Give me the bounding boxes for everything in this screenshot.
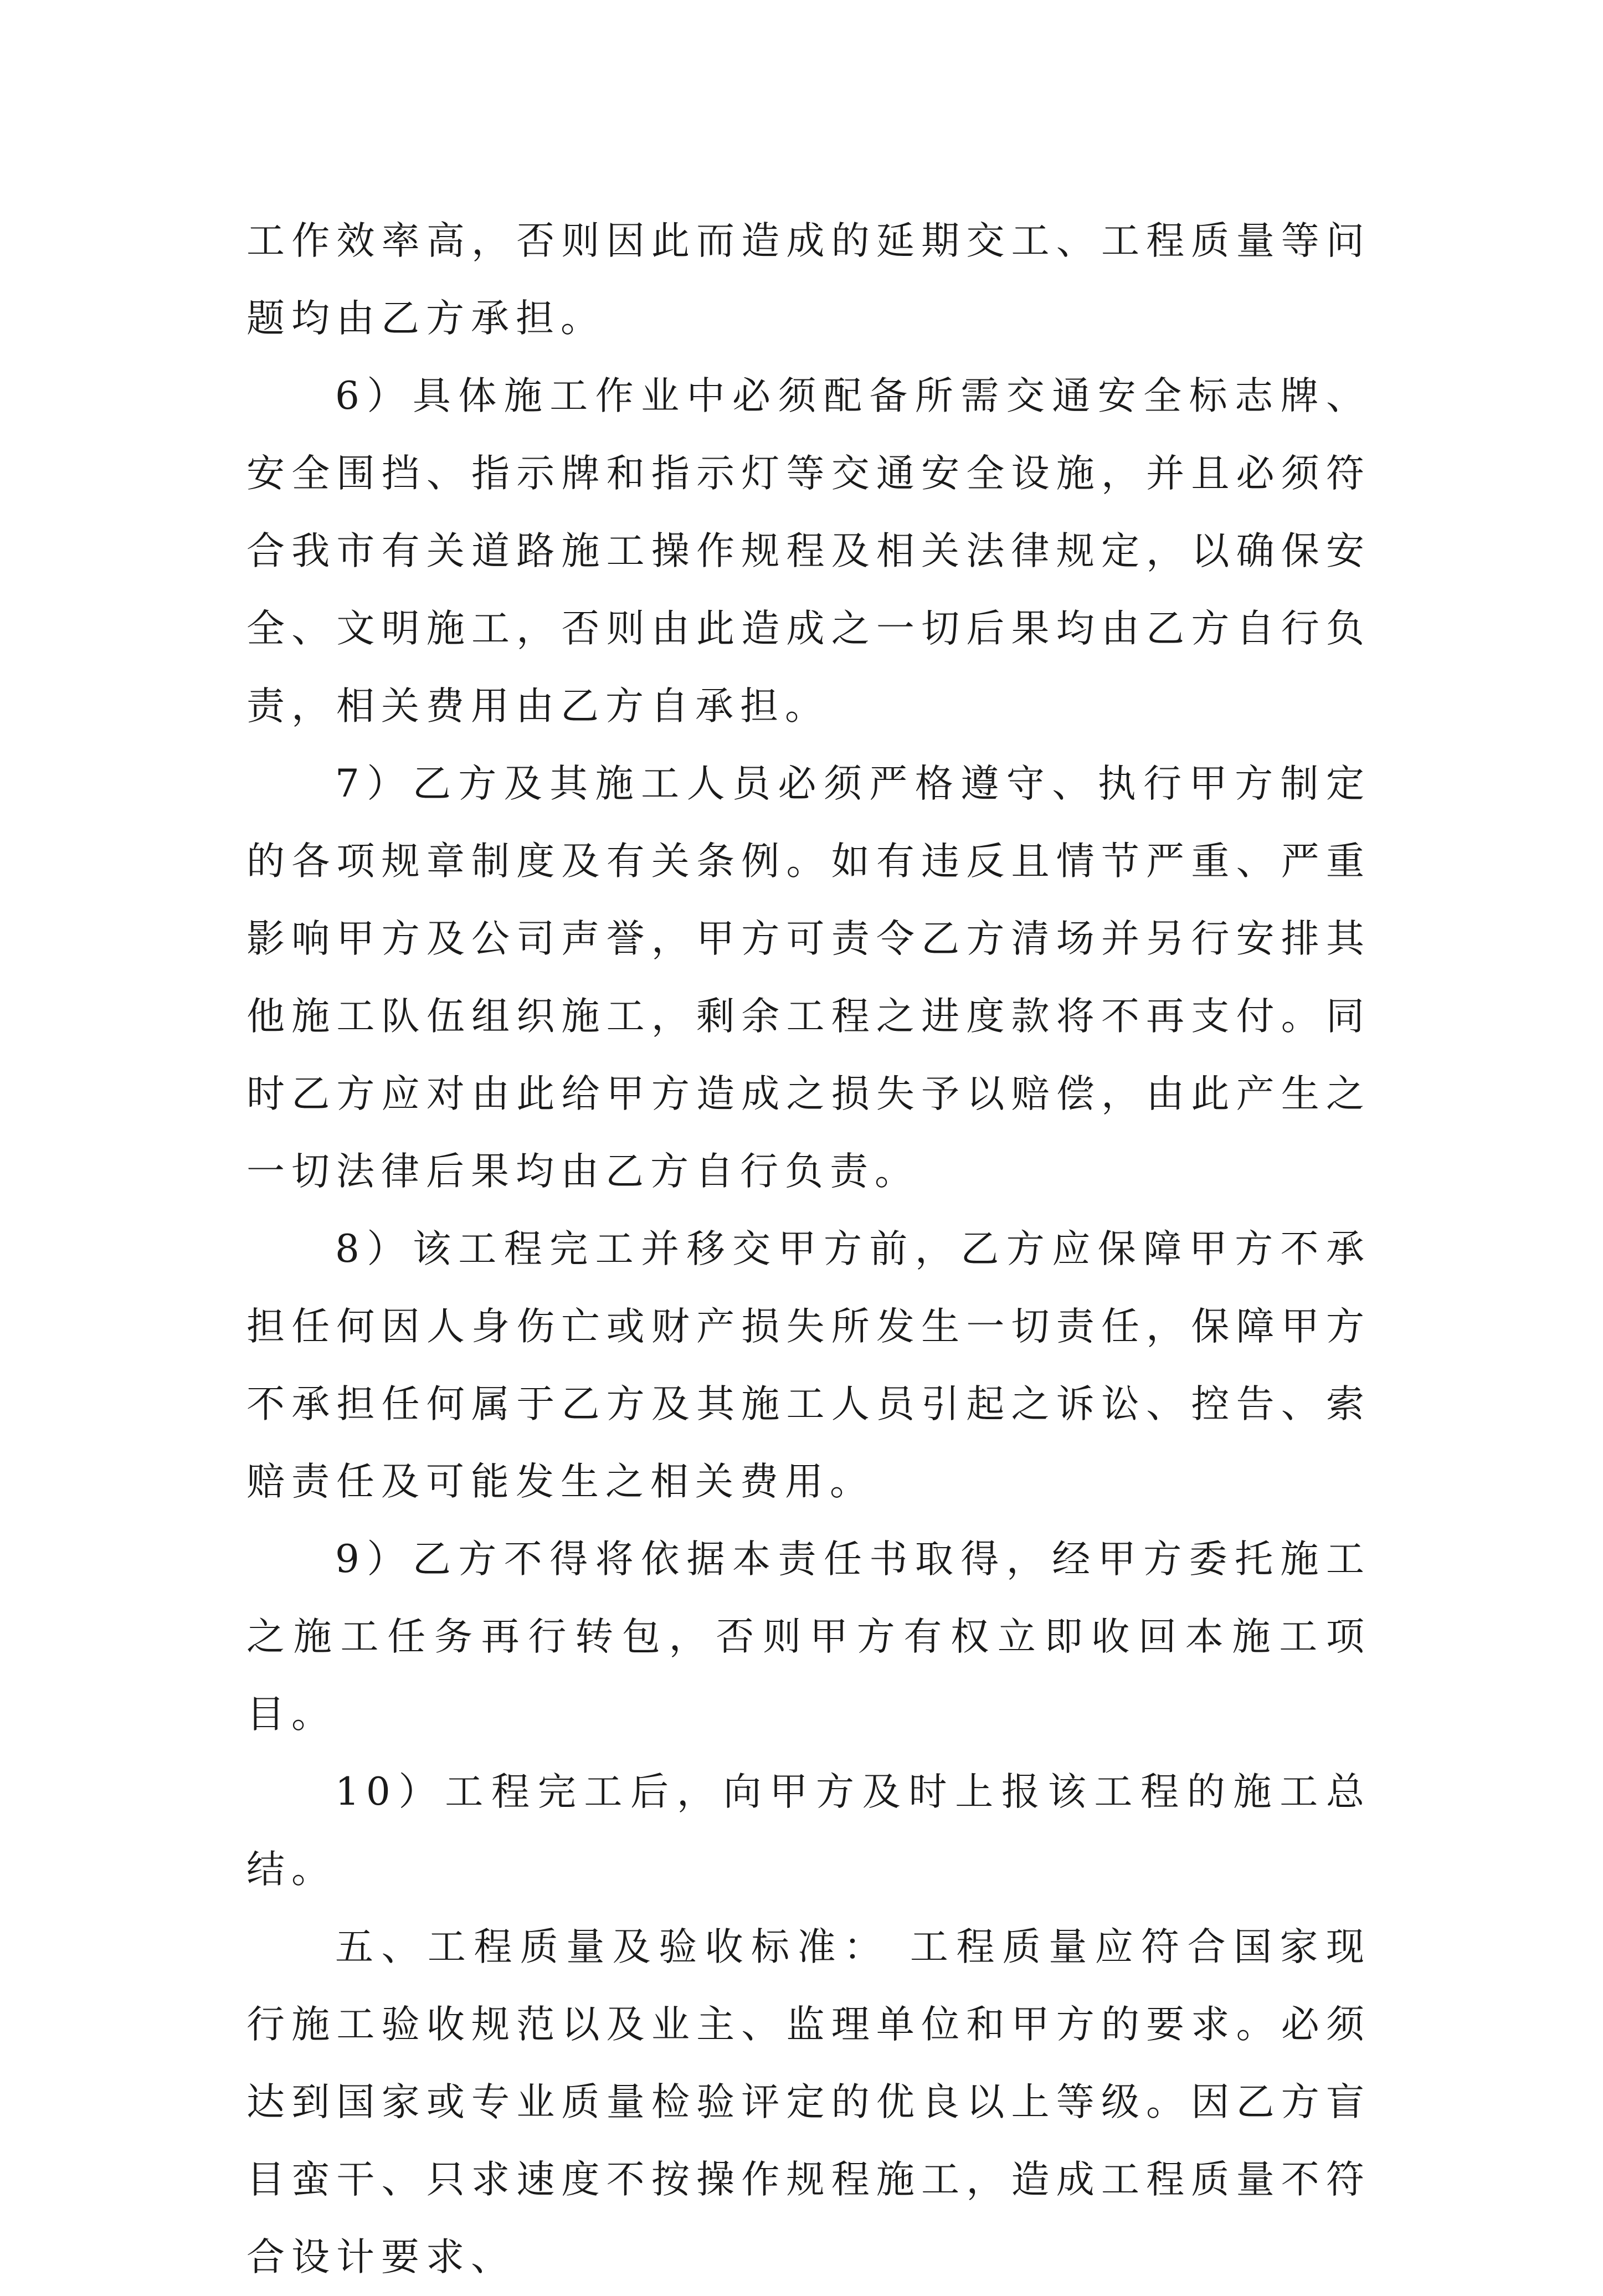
paragraph-section-5-quality: 五、工程质量及验收标准： 工程质量应符合国家现行施工验收规范以及业主、监理单位和甲方的要求。必须达到国家或专业质量检验评定的优良以上等级。因乙方盲目蛮干、只求速度不按操作规程施工，造成工程质量不符合设计要求、 bbox=[246, 1925, 1371, 2279]
paragraph-continued: 工作效率高，否则因此而造成的延期交工、工程质量等问题均由乙方承担。 bbox=[246, 219, 1371, 341]
paragraph-item-6: 6）具体施工作业中必须配备所需交通安全标志牌、安全围挡、指示牌和指示灯等交通安全设施，并且必须符合我市有关道路施工操作规程及相关法律规定，以确保安全、文明施工，否则由此造成之一切后果均由乙方自行负责，相关费用由乙方自承担。 bbox=[246, 374, 1371, 728]
paragraph-item-10: 10）工程完工后，向甲方及时上报该工程的施工总结。 bbox=[246, 1770, 1371, 1892]
paragraph-item-8: 8）该工程完工并移交甲方前，乙方应保障甲方不承担任何因人身伤亡或财产损失所发生一切责任，保障甲方不承担任何属于乙方及其施工人员引起之诉讼、控告、索赔责任及可能发生之相关费用。 bbox=[246, 1227, 1371, 1504]
paragraph-item-7: 7）乙方及其施工人员必须严格遵守、执行甲方制定的各项规章制度及有关条例。如有违反且情节严重、严重影响甲方及公司声誉，甲方可责令乙方清场并另行安排其他施工队伍组织施工，剩余工程之进度款将不再支付。同时乙方应对由此给甲方造成之损失予以赔偿，由此产生之一切法律后果均由乙方自行负责。 bbox=[246, 762, 1371, 1194]
document-body bbox=[246, 202, 1371, 2296]
paragraph-item-9: 9）乙方不得将依据本责任书取得，经甲方委托施工之施工任务再行转包，否则甲方有权立即收回本施工项目。 bbox=[246, 1537, 1371, 1737]
